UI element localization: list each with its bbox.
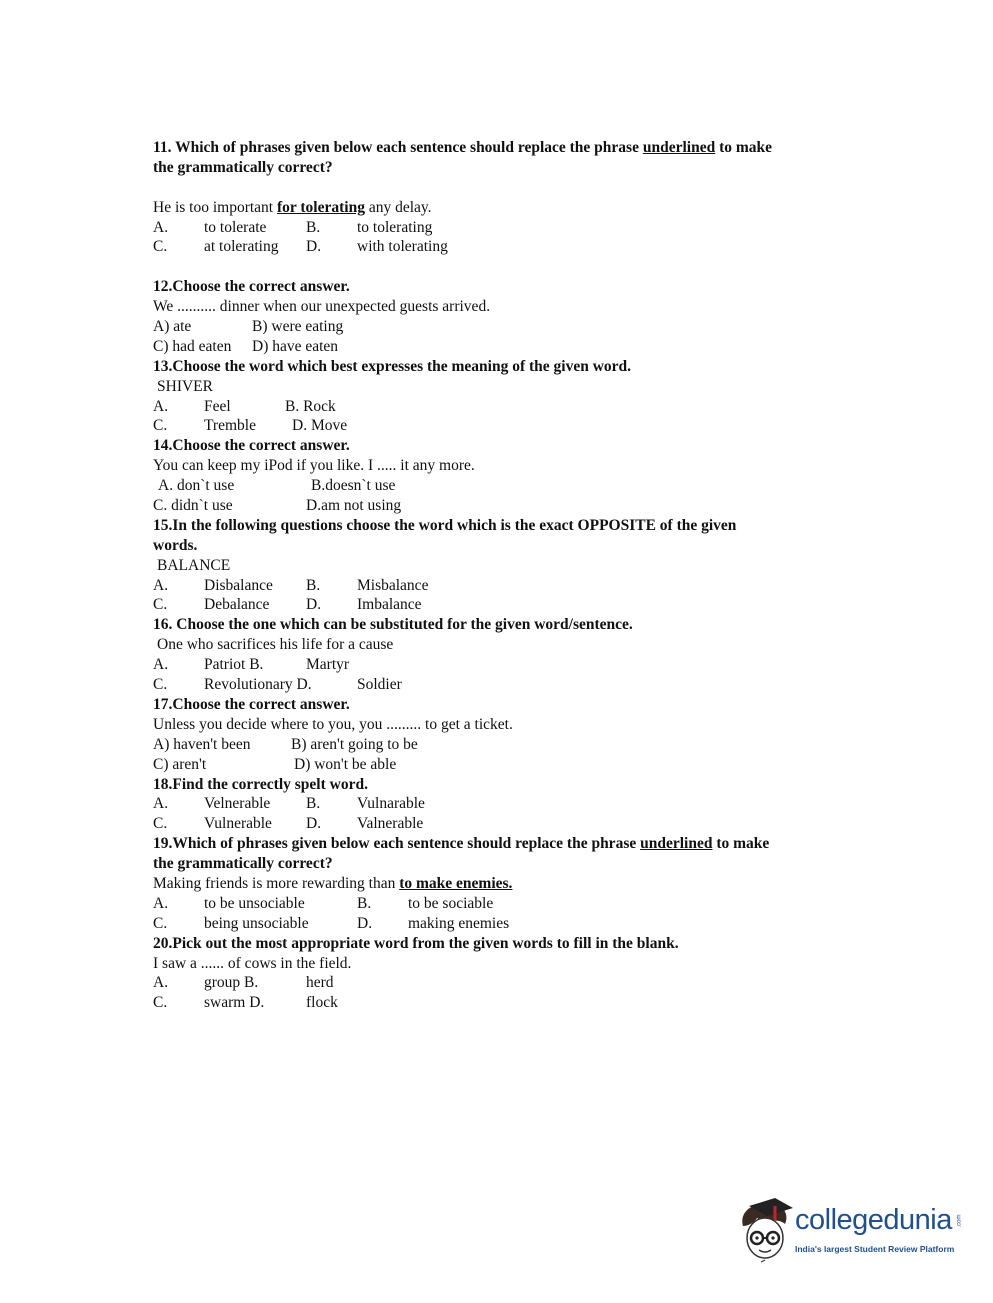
q20-stem: I saw a ...... of cows in the field. — [153, 954, 352, 972]
q17-option-b: B) aren't going to be — [291, 735, 418, 753]
q15-option-c: Debalance — [204, 596, 270, 614]
q16-option-a: Patriot B. — [204, 656, 264, 674]
q18-title: 18.Find the correctly spelt word. — [153, 775, 368, 793]
q14-options-cd — [153, 496, 853, 516]
q14-title: 14.Choose the correct answer. — [153, 437, 350, 455]
q13-option-b: B. Rock — [285, 397, 336, 415]
q20-option-c: swarm D. — [204, 994, 265, 1012]
collegedunia-logo — [735, 1196, 965, 1268]
q16-options-cd: C. Revolutionary D. Soldier — [153, 676, 402, 694]
q12-title: 12.Choose the correct answer. — [153, 278, 350, 296]
q13-options-cd: C. Tremble D. Move — [153, 417, 348, 435]
q14-option-b: B.doesn`t use — [311, 477, 396, 495]
q11-option-d: with tolerating — [357, 238, 448, 256]
q16-title: 16. Choose the one which can be substituted for the given word/sentence. — [153, 616, 633, 634]
q16-options-ab: A. Patriot B. Martyr — [153, 656, 350, 674]
q11-option-c: at tolerating — [204, 238, 279, 256]
q18-option-b: Vulnarable — [357, 795, 425, 813]
q13-option-c: Tremble — [204, 417, 256, 435]
q15-word: BALANCE — [157, 556, 231, 574]
q20-options-ab: A. group B. herd — [153, 974, 334, 992]
q13-option-d: D. Move — [292, 417, 348, 435]
q12-options-ab — [153, 317, 853, 337]
logo-tagline: India's largest Student Review Platform — [795, 1244, 955, 1254]
logo-name: collegedunia — [795, 1204, 952, 1236]
q15-options-ab: A. Disbalance B. Misbalance — [153, 576, 429, 594]
q15-option-b: Misbalance — [357, 576, 429, 594]
q16-option-d: Soldier — [357, 676, 402, 694]
q12-option-a: A) ate — [153, 318, 192, 336]
q20-title: 20.Pick out the most appropriate word from the given words to fill in the blank. — [153, 934, 679, 952]
q17-options-cd — [153, 755, 853, 775]
q18-option-a: Velnerable — [204, 795, 271, 813]
q20-options-cd: C. swarm D. flock — [153, 994, 338, 1012]
q18-option-c: Vulnerable — [204, 815, 272, 833]
q19-title: 19.Which of phrases given below each sentence should replace the phrase underlined to make — [153, 835, 770, 853]
q17-options-ab — [153, 735, 853, 755]
q18-option-d: Valnerable — [357, 815, 424, 833]
q19-options-cd: C. being unsociable D. making enemies — [153, 914, 510, 932]
q12-options-cd — [153, 337, 853, 357]
q19-options-ab: A. to be unsociable B. to be sociable — [153, 894, 494, 912]
q16-stem: One who sacrifices his life for a cause — [157, 636, 394, 654]
q19-option-d: making enemies — [408, 914, 510, 932]
q12-option-b: B) were eating — [252, 318, 344, 336]
q15-option-d: Imbalance — [357, 596, 422, 614]
q19-option-b: to be sociable — [408, 894, 494, 912]
q20-option-b: herd — [306, 974, 334, 992]
q15-title: 15.In the following questions choose the word which is the exact OPPOSITE of the given — [153, 516, 737, 534]
q13-options-ab: A. Feel B. Rock — [153, 397, 336, 415]
q17-title: 17.Choose the correct answer. — [153, 695, 350, 713]
q14-stem: You can keep my iPod if you like. I ..... it any more. — [153, 457, 475, 475]
q13-word: SHIVER — [157, 377, 213, 395]
q14-option-a: A. don`t use — [158, 477, 235, 495]
q17-option-c: C) aren't — [153, 755, 207, 773]
q19-title-cont: the grammatically correct? — [153, 855, 333, 873]
q11-options-cd: C. at tolerating D. with tolerating — [153, 238, 448, 256]
q14-option-c: C. didn`t use — [153, 497, 233, 515]
q11-title: 11. Which of phrases given below each sentence should replace the phrase underlined to make — [153, 139, 773, 156]
q17-stem: Unless you decide where to you, you ......... to get a ticket. — [153, 715, 513, 733]
q12-option-d: D) have eaten — [252, 337, 339, 355]
q19-option-a: to be unsociable — [204, 894, 305, 912]
q16-option-b: Martyr — [306, 656, 350, 674]
q14-options-ab — [153, 476, 853, 496]
q20-option-a: group B. — [204, 974, 259, 992]
q16-option-c: Revolutionary D. — [204, 676, 312, 694]
q17-option-d: D) won't be able — [294, 755, 397, 773]
q11-option-b: to tolerating — [357, 218, 433, 236]
q13-option-a: Feel — [204, 397, 231, 415]
q13-title: 13.Choose the word which best expresses the meaning of the given word. — [153, 357, 632, 375]
q18-options-ab: A. Velnerable B. Vulnarable — [153, 795, 425, 813]
q20-option-d: flock — [306, 994, 338, 1012]
q12-stem: We .......... dinner when our unexpected guests arrived. — [153, 298, 491, 316]
q19-option-c: being unsociable — [204, 914, 309, 932]
q17-option-a: A) haven't been — [153, 735, 251, 753]
q11-stem: He is too important for tolerating any delay. — [153, 198, 432, 216]
q11-options-ab: A. to tolerate B. to tolerating — [153, 218, 433, 236]
q15-options-cd: C. Debalance D. Imbalance — [153, 596, 422, 614]
question-sheet — [153, 138, 853, 1013]
q15-option-a: Disbalance — [204, 576, 273, 594]
q18-options-cd: C. Vulnerable D. Valnerable — [153, 815, 424, 833]
q11-option-a: to tolerate — [204, 218, 267, 236]
q14-option-d: D.am not using — [306, 497, 402, 515]
mascot-icon — [735, 1196, 797, 1266]
q19-stem: Making friends is more rewarding than to make enemies. — [153, 874, 513, 892]
logo-suffix: .com — [956, 1214, 963, 1228]
q11-title-cont: the grammatically correct? — [153, 158, 333, 176]
q12-option-c: C) had eaten — [153, 337, 232, 355]
q15-title-cont: words. — [153, 536, 198, 554]
